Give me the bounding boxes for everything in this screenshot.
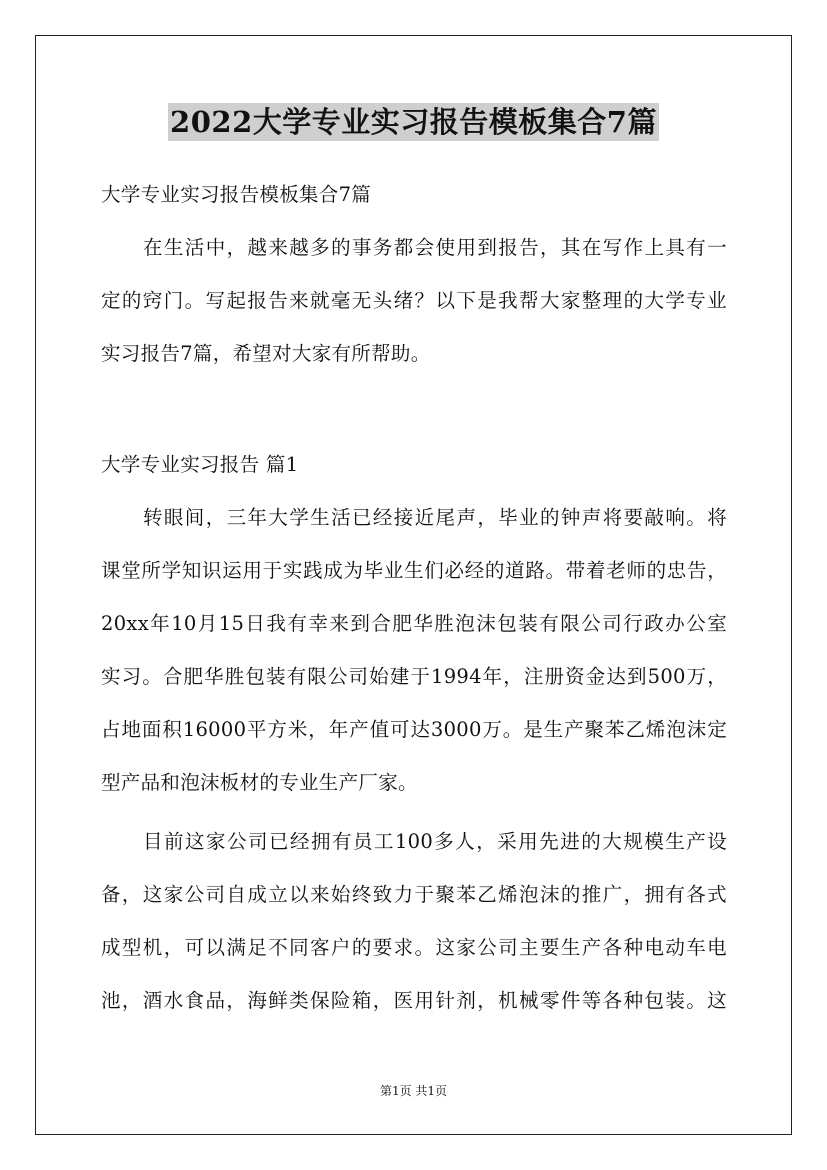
para1-line-1: 转眼间，三年大学生活已经接近尾声，毕业的钟声将要敲响。将 (143, 506, 727, 529)
intro-line-3: 实习报告7篇，希望对大家有所帮助。 (101, 342, 431, 365)
document-subtitle: 大学专业实习报告模板集合7篇 (101, 183, 372, 206)
section-heading: 大学专业实习报告 篇1 (101, 453, 299, 476)
page-footer: 第1页 共1页 (379, 1084, 448, 1098)
para1-line-3: 20xx年10月15日我有幸来到合肥华胜泡沫包装有限公司行政办公室 (101, 612, 727, 635)
para1-line-4: 实习。合肥华胜包装有限公司始建于1994年，注册资金达到500万， (101, 665, 727, 688)
para2-line-2: 备，这家公司自成立以来始终致力于聚苯乙烯泡沫的推广，拥有各式 (101, 883, 727, 906)
para2-line-3: 成型机，可以满足不同客户的要求。这家公司主要生产各种电动车电 (101, 936, 727, 959)
intro-line-1: 在生活中，越来越多的事务都会使用到报告，其在写作上具有一 (143, 236, 727, 259)
para2-line-4: 池，酒水食品，海鲜类保险箱，医用针剂，机械零件等各种包装。这 (101, 989, 727, 1012)
para1-line-2: 课堂所学知识运用于实践成为毕业生们必经的道路。带着老师的忠告， (101, 559, 727, 582)
para1-line-5: 占地面积16000平方米，年产值可达3000万。是生产聚苯乙烯泡沫定 (101, 718, 727, 741)
para1-line-6: 型产品和泡沫板材的专业生产厂家。 (101, 771, 418, 794)
intro-line-2: 定的窍门。写起报告来就毫无头绪？以下是我帮大家整理的大学专业 (101, 289, 727, 312)
title-wrap (0, 103, 827, 141)
document-title: 2022大学专业实习报告模板集合7篇 (170, 105, 657, 139)
para2-line-1: 目前这家公司已经拥有员工100多人，采用先进的大规模生产设 (143, 830, 727, 853)
